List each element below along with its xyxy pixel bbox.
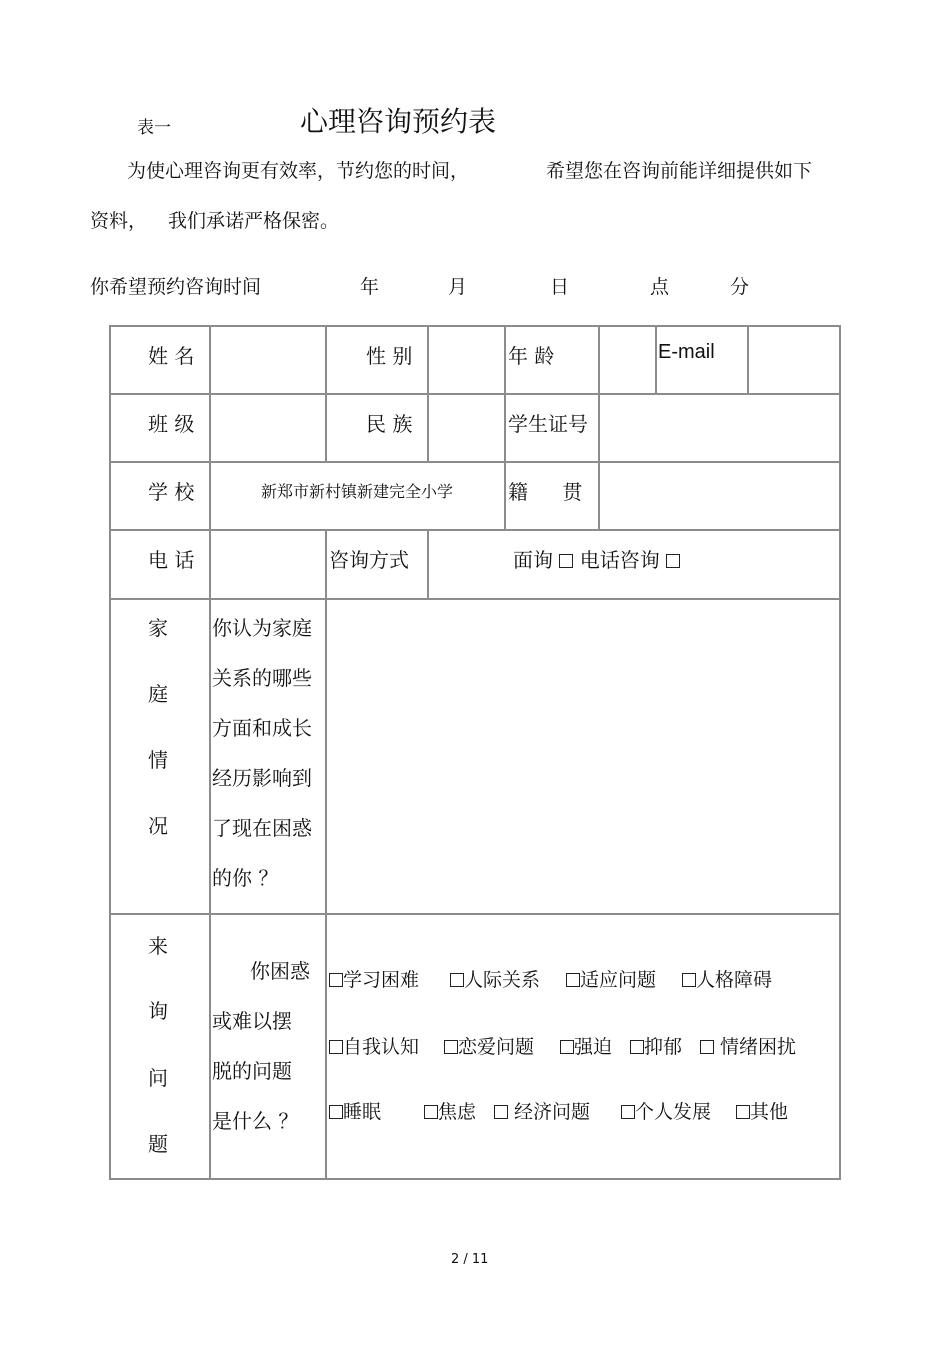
issue-checkbox[interactable]: [736, 1105, 750, 1119]
method-phone-checkbox[interactable]: [666, 554, 680, 568]
issue-option-label: 经济问题: [514, 1101, 591, 1123]
table-border-left: [109, 325, 111, 1180]
ethnicity-field[interactable]: [431, 397, 501, 459]
issue-label-char: 询: [148, 999, 168, 1023]
issue-option[interactable]: [444, 1032, 534, 1059]
issue-option[interactable]: [329, 965, 419, 992]
family-question-line: 关系的哪些: [212, 666, 312, 690]
issue-checkbox[interactable]: [621, 1105, 635, 1119]
table-border-right: [839, 325, 841, 1180]
native-place-field[interactable]: [602, 465, 837, 527]
issue-label-char: 来: [148, 934, 168, 958]
row-divider: [109, 529, 841, 531]
issue-option[interactable]: [621, 1097, 711, 1124]
method-options: [513, 544, 680, 573]
family-question-line: 的你 ？: [212, 866, 279, 890]
page-number: 2 / 11: [451, 1252, 489, 1267]
family-label-char: 家: [148, 616, 168, 640]
ethnicity-label: 民 族: [366, 412, 413, 436]
col-divider: [427, 325, 429, 462]
issue-option-label: 个人发展: [635, 1101, 712, 1123]
col-divider: [325, 325, 327, 462]
issue-checkbox[interactable]: [444, 1040, 458, 1054]
family-answer-field[interactable]: [329, 602, 837, 911]
family-label-char: 情: [148, 748, 168, 772]
gender-label: 性 别: [366, 344, 413, 368]
issue-label-char: 题: [148, 1132, 168, 1156]
issue-checkbox[interactable]: [630, 1040, 644, 1054]
issue-checkbox[interactable]: [450, 973, 464, 987]
col-divider: [325, 529, 327, 1180]
name-label: 姓 名: [148, 344, 195, 368]
issue-option[interactable]: [560, 1032, 612, 1059]
intro-line1-b: 希望您在咨询前能详细提供如下: [546, 160, 813, 182]
age-field[interactable]: [602, 329, 652, 391]
phone-label: 电 话: [148, 548, 195, 572]
student-id-field[interactable]: [602, 397, 837, 459]
issue-option-label: 强迫: [574, 1036, 613, 1058]
row-divider: [109, 461, 841, 463]
issue-checkbox[interactable]: [700, 1040, 714, 1054]
issue-option-label: 恋爱问题: [458, 1036, 535, 1058]
issue-option[interactable]: [700, 1032, 796, 1059]
issue-checkbox[interactable]: [329, 973, 343, 987]
email-label: E-mail: [658, 341, 715, 363]
issue-option[interactable]: [682, 965, 772, 992]
issue-option[interactable]: [424, 1097, 476, 1124]
issue-option-label: 自我认知: [343, 1036, 420, 1058]
intro-line1-a: 为使心理咨询更有效率，节约您的时间，: [127, 160, 470, 182]
col-divider: [504, 325, 506, 531]
issue-checkbox[interactable]: [329, 1105, 343, 1119]
issue-option[interactable]: [494, 1097, 590, 1124]
row-divider: [109, 598, 841, 600]
school-value: 新郑市新村镇新建完全小学: [261, 482, 454, 501]
issue-option-label: 其他: [750, 1101, 789, 1123]
issue-checkbox[interactable]: [329, 1040, 343, 1054]
intro-line2-b: 我们承诺严格保密。: [168, 210, 340, 232]
col-divider: [598, 325, 600, 531]
issue-checkbox[interactable]: [494, 1105, 508, 1119]
class-field[interactable]: [213, 397, 323, 459]
issue-checkbox[interactable]: [566, 973, 580, 987]
phone-field[interactable]: [213, 533, 323, 595]
issue-option[interactable]: [329, 1097, 381, 1124]
issue-question-line: 或难以摆: [212, 1009, 292, 1033]
school-label: 学 校: [148, 480, 195, 504]
issue-option-label: 适应问题: [580, 969, 657, 991]
col-divider: [747, 325, 749, 394]
family-question-line: 方面和成长: [212, 716, 312, 740]
issue-option-label: 睡眠: [343, 1101, 382, 1123]
appointment-day: 日: [550, 276, 570, 298]
issue-checkbox[interactable]: [682, 973, 696, 987]
method-face-checkbox[interactable]: [559, 554, 573, 568]
class-label: 班 级: [148, 412, 195, 436]
issue-option[interactable]: [566, 965, 656, 992]
appointment-hour: 点: [650, 276, 670, 298]
issue-option[interactable]: [450, 965, 540, 992]
issue-question-line: 你困惑: [250, 959, 310, 983]
method-face-label: 面询: [513, 548, 553, 572]
table-border-top: [109, 325, 841, 327]
appointment-year: 年: [360, 276, 380, 298]
issue-option[interactable]: [736, 1097, 788, 1124]
intro-line2-a: 资料，: [90, 210, 148, 232]
family-label-char: 况: [148, 814, 168, 838]
issue-checkbox[interactable]: [424, 1105, 438, 1119]
family-question-line: 经历影响到: [212, 766, 312, 790]
native-place-label: 籍 贯: [508, 480, 597, 504]
issue-question-line: 是什么 ？: [212, 1109, 299, 1133]
issue-option-label: 情绪困扰: [720, 1036, 797, 1058]
issue-question-line: 脱的问题: [212, 1059, 292, 1083]
appointment-label: 你希望预约咨询时间: [90, 276, 262, 298]
issue-option[interactable]: [329, 1032, 419, 1059]
row-divider: [109, 393, 841, 395]
page-title: 心理咨询预约表: [300, 105, 497, 138]
appointment-month: 月: [448, 276, 468, 298]
issue-label-char: 问: [148, 1066, 168, 1090]
appointment-minute: 分: [730, 276, 750, 298]
issue-option-label: 抑郁: [644, 1036, 683, 1058]
gender-field[interactable]: [431, 329, 501, 391]
family-question-line: 你认为家庭: [212, 616, 312, 640]
col-divider: [655, 325, 657, 394]
issue-option-label: 学习困难: [343, 969, 420, 991]
issue-option-label: 焦虑: [438, 1101, 477, 1123]
student-id-label: 学生证号: [508, 412, 588, 436]
issue-option-label: 人格障碍: [696, 969, 773, 991]
col-divider: [209, 325, 211, 1180]
row-divider: [109, 913, 841, 915]
method-phone-label: 电话咨询: [579, 548, 660, 572]
family-label-char: 庭: [148, 682, 168, 706]
age-label: 年 龄: [508, 344, 555, 368]
col-divider: [427, 529, 429, 599]
email-field[interactable]: [751, 329, 837, 391]
issue-option-label: 人际关系: [464, 969, 541, 991]
table-number: 表一: [137, 118, 171, 138]
method-label: 咨询方式: [329, 548, 409, 572]
family-question-line: 了现在困惑: [212, 816, 312, 840]
name-field[interactable]: [213, 329, 323, 391]
table-border-bottom: [109, 1178, 841, 1180]
issue-checkbox[interactable]: [560, 1040, 574, 1054]
issue-option[interactable]: [630, 1032, 682, 1059]
